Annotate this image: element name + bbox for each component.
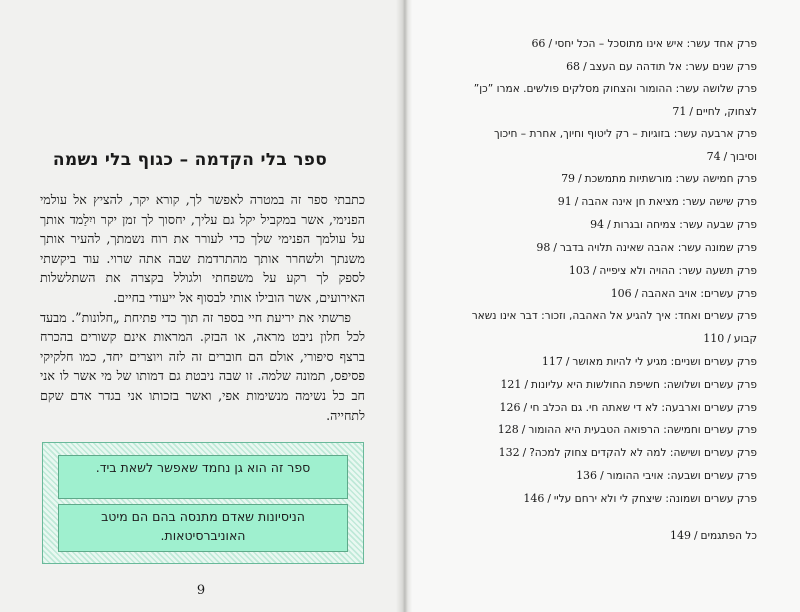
toc-label: פרק עשרים וחמישה: הרפואה הטבעית היא ההומור [528, 424, 757, 437]
toc-label: פרק עשרים ושלושה: חשיפת החולשות היא עליונות [531, 378, 757, 391]
toc-separator: / [634, 287, 639, 300]
toc-label: פרק עשרים וארבעה: לא די שאתה חי. גם הכלב חי [530, 401, 757, 414]
toc-separator: / [574, 196, 579, 209]
toc-separator: / [727, 332, 731, 345]
book-gutter [396, 0, 412, 612]
toc-page: 94 [590, 218, 605, 232]
page-number: 9 [196, 583, 206, 598]
toc-footer-entry [455, 525, 757, 548]
toc-entry [455, 260, 757, 283]
toc-separator: / [522, 447, 527, 460]
toc-separator: / [600, 470, 604, 483]
toc-page: 103 [568, 264, 590, 278]
intro-text [40, 190, 365, 425]
toc-separator: / [548, 38, 553, 50]
toc-entry [455, 214, 757, 237]
toc-entry [455, 237, 757, 260]
toc-entry [455, 397, 757, 420]
toc-label: פרק עשרים ושבעה: אויבי ההומור [606, 470, 757, 483]
toc-label: פרק שבעה עשר: צמיחה ובגרות [613, 219, 757, 232]
toc-page: 66 [531, 37, 546, 50]
toc-label: פרק עשרים ושישה: למה לא להקדים צחוק למכה? [529, 447, 757, 460]
toc-separator: / [521, 424, 526, 437]
toc-page: 146 [523, 492, 545, 506]
toc-page: 91 [557, 195, 572, 209]
toc-entry [455, 351, 757, 374]
toc-page: 79 [561, 172, 576, 186]
toc-label: פרק שלושה עשר: ההומור והצחוק מסלקים פולשים. אמרו ”כן” לצחוק, לחיים [473, 82, 757, 118]
toc-page: 117 [541, 354, 563, 368]
toc-entry [455, 374, 757, 397]
toc-separator: / [583, 60, 587, 73]
toc-label: פרק ארבעה עשר: בזוגיות – רק ליטוף וחיוך, אחרת – חיכוך וסיבוך [493, 127, 757, 163]
toc-label: פרק עשרים ושניים: מגיע לי להיות מאושר [572, 355, 757, 368]
toc-label: פרק עשרים ואחד: איך להגיע אל האהבה, וזכור: דבר אינו נשאר קבוע [471, 309, 757, 345]
table-of-contents [455, 33, 757, 548]
intro-paragraph-1: כתבתי ספר זה במטרה לאפשר לך, קורא יקר, להציץ אל עולמי הפנימי, אשר במקביל יקל גם עליך, יחסוך לך זמן יקר ויִלַמד אותך על עולמך הפנימי שלך כדי לעורר את רוח נשמתך, להעיר אותך משנתך ולשחרר אותך מהתרדמת שבה אתה שרוי. עוד ביקשתי לספק לך רקע על משפחתי ולגולל בקצרה את השתלשלות האירועים, אשר הובילו אותי לבסוף אל ייעודי בחיים. [40, 192, 365, 305]
toc-separator: / [565, 355, 570, 368]
toc-label: פרק שישה עשר: מציאת חן אינה אהבה [581, 196, 757, 209]
toc-separator: / [547, 493, 551, 506]
toc-separator: / [607, 219, 611, 232]
toc-separator: / [553, 242, 557, 255]
toc-entry [455, 79, 757, 124]
toc-label: פרק אחד עשר: איש אינו מתוסכל – הכל יחסי [555, 38, 757, 50]
toc-separator: / [578, 173, 582, 186]
toc-label: פרק שמונה עשר: אהבה שאינה תלויה בדבר [559, 242, 757, 255]
toc-label: פרק שנים עשר: אל תודהה עם העצב [589, 60, 757, 73]
toc-label: פרק עשרים: אויב האהבה [641, 287, 757, 300]
toc-entry [455, 124, 757, 169]
toc-spacer [455, 511, 757, 525]
quote-1: ספר זה הוא גן נחמד שאפשר לשאת ביד. [58, 455, 348, 499]
toc-footer-label: כל הפתגמים [700, 530, 757, 543]
toc-separator: / [693, 530, 698, 543]
toc-page: 71 [672, 104, 687, 118]
toc-page: 128 [497, 423, 519, 437]
toc-entry [455, 442, 757, 465]
toc-page: 136 [576, 469, 598, 483]
quote-box [42, 442, 364, 564]
toc-entry [455, 191, 757, 214]
toc-entry [455, 306, 757, 351]
toc-entry [455, 419, 757, 442]
toc-entry [455, 465, 757, 488]
toc-page: 121 [500, 377, 522, 391]
toc-entry [455, 283, 757, 306]
toc-separator: / [524, 378, 529, 391]
intro-paragraph-2: פרשתי את יריעת חיי בספר זה תוך כדי פתיחת „חלונות”. מבעד לכל חלון ניבט מראה, או הבזק. המראות אינם קשורים בהכרח ברצף סיפורי, אולם הם חוברים זה לזה ויוצרים יחד, כמו חלקיקי פסיפס, תמונה שלמה. זו שבה ניבטת גם דמותו של מי אשר לו אני חב כל נשימה מנשימות אפי, ואשר בזכותו אני בגדר אדם שקם לתחייה. [40, 309, 365, 423]
toc-page: 106 [610, 286, 632, 300]
toc-page: 126 [499, 400, 521, 414]
toc-footer-page: 149 [669, 529, 691, 543]
toc-separator: / [723, 150, 728, 163]
toc-separator: / [523, 401, 528, 414]
toc-page: 98 [536, 241, 551, 255]
toc-label: פרק תשעה עשר: ההויה ולא ציפייה [599, 265, 757, 278]
toc-separator: / [592, 265, 597, 278]
toc-page: 68 [566, 59, 581, 73]
toc-entry [455, 488, 757, 511]
toc-page: 132 [498, 446, 520, 460]
toc-entry [455, 56, 757, 79]
chapter-title: ספר בלי הקדמה – כגוף בלי נשמה [52, 150, 328, 170]
toc-label: פרק עשרים ושמונה: שיצחק לי ולא ירחם עליי [553, 493, 757, 506]
toc-page: 74 [706, 149, 721, 163]
toc-page: 110 [703, 331, 725, 345]
quote-2: הניסיונות שאדם מתנסה בהם הם מיטב האוניברסיטאות. [58, 504, 348, 552]
toc-entry [455, 168, 757, 191]
toc-entry [455, 33, 757, 56]
toc-separator: / [689, 105, 693, 118]
toc-label: פרק חמישה עשר: מורשתיות מתמשכת [584, 173, 757, 186]
